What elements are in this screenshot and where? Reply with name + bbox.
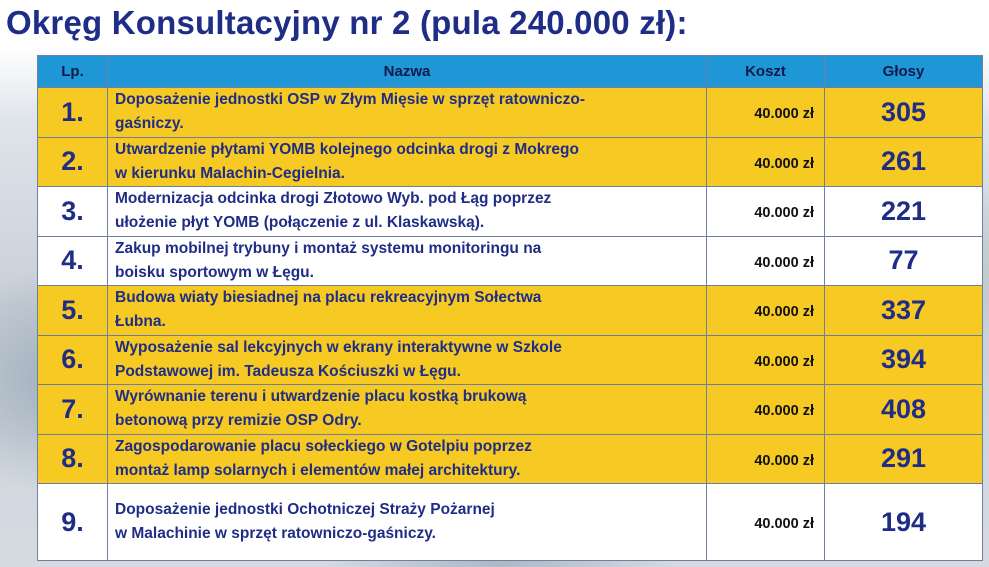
project-votes: 77 (825, 236, 983, 286)
project-name-line2: gaśniczy. (115, 115, 184, 133)
project-name (108, 434, 707, 484)
project-votes: 194 (825, 484, 983, 561)
project-name-line2: montaż lamp solarnych i elementów małej architektury. (115, 461, 521, 479)
project-votes: 394 (825, 335, 983, 385)
project-name-line1: Doposażenie jednostki Ochotniczej Straży Pożarnej (115, 501, 495, 518)
project-cost: 40.000 zł (707, 88, 825, 138)
project-name-line2: Łubna. (115, 313, 166, 331)
project-name-line1: Budowa wiaty biesiadnej na placu rekreacyjnym Sołectwa (115, 289, 542, 307)
row-number: 1. (38, 88, 108, 138)
column-header-cost: Koszt (707, 56, 825, 88)
row-number: 4. (38, 236, 108, 286)
project-cost: 40.000 zł (707, 335, 825, 385)
row-number: 5. (38, 286, 108, 336)
page-title: Okręg Konsultacyjny nr 2 (pula 240.000 zł): (6, 4, 688, 41)
table-row (38, 335, 983, 385)
column-header-votes: Głosy (825, 56, 983, 88)
row-number: 9. (38, 484, 108, 561)
project-name (108, 88, 707, 138)
project-name (108, 385, 707, 435)
project-name-line1: Utwardzenie płytami YOMB kolejnego odcinka drogi z Mokrego (115, 140, 579, 158)
project-name-line2: w kierunku Malachin-Cegielnia. (115, 164, 345, 182)
row-number: 3. (38, 187, 108, 237)
table-row (38, 434, 983, 484)
project-name-line1: Zagospodarowanie placu sołeckiego w Gotelpiu poprzez (115, 437, 532, 455)
project-cost: 40.000 zł (707, 286, 825, 336)
project-name (108, 286, 707, 336)
project-name-line2: w Malachinie w sprzęt ratowniczo-gaśniczy. (115, 525, 436, 542)
row-number: 8. (38, 434, 108, 484)
table-row (38, 187, 983, 237)
project-name-line1: Modernizacja odcinka drogi Złotowo Wyb. pod Łąg poprzez (115, 190, 552, 208)
table-row (38, 385, 983, 435)
project-name-line2: boisku sportowym w Łęgu. (115, 263, 314, 281)
project-cost: 40.000 zł (707, 137, 825, 187)
column-header-lp: Lp. (38, 56, 108, 88)
project-cost: 40.000 zł (707, 187, 825, 237)
table-row (38, 286, 983, 336)
project-name (108, 236, 707, 286)
table-header-row (38, 56, 983, 88)
project-name-line1: Wyrównanie terenu i utwardzenie placu kostką brukową (115, 388, 527, 406)
project-name-line2: betonową przy remizie OSP Odry. (115, 412, 362, 430)
project-votes: 305 (825, 88, 983, 138)
project-name-line1: Doposażenie jednostki OSP w Złym Mięsie w sprzęt ratowniczo- (115, 91, 585, 109)
row-number: 2. (38, 137, 108, 187)
project-name-line1: Zakup mobilnej trybuny i montaż systemu monitoringu na (115, 239, 542, 257)
project-name (108, 137, 707, 187)
project-votes: 337 (825, 286, 983, 336)
project-votes: 261 (825, 137, 983, 187)
project-name-line1: Wyposażenie sal lekcyjnych w ekrany interaktywne w Szkole (115, 338, 562, 356)
project-votes: 408 (825, 385, 983, 435)
table-row (38, 236, 983, 286)
table-row (38, 137, 983, 187)
project-name (108, 335, 707, 385)
project-votes: 291 (825, 434, 983, 484)
project-name (108, 187, 707, 237)
project-name-line2: ułożenie płyt YOMB (połączenie z ul. Klaskawską). (115, 214, 485, 232)
project-name (108, 484, 707, 561)
results-table (37, 55, 983, 561)
project-cost: 40.000 zł (707, 385, 825, 435)
project-cost: 40.000 zł (707, 236, 825, 286)
column-header-name: Nazwa (108, 56, 707, 88)
row-number: 7. (38, 385, 108, 435)
project-cost: 40.000 zł (707, 434, 825, 484)
row-number: 6. (38, 335, 108, 385)
project-cost: 40.000 zł (707, 484, 825, 561)
project-name-line2: Podstawowej im. Tadeusza Kościuszki w Łęgu. (115, 362, 461, 380)
table-row (38, 88, 983, 138)
project-votes: 221 (825, 187, 983, 237)
table-row (38, 484, 983, 561)
